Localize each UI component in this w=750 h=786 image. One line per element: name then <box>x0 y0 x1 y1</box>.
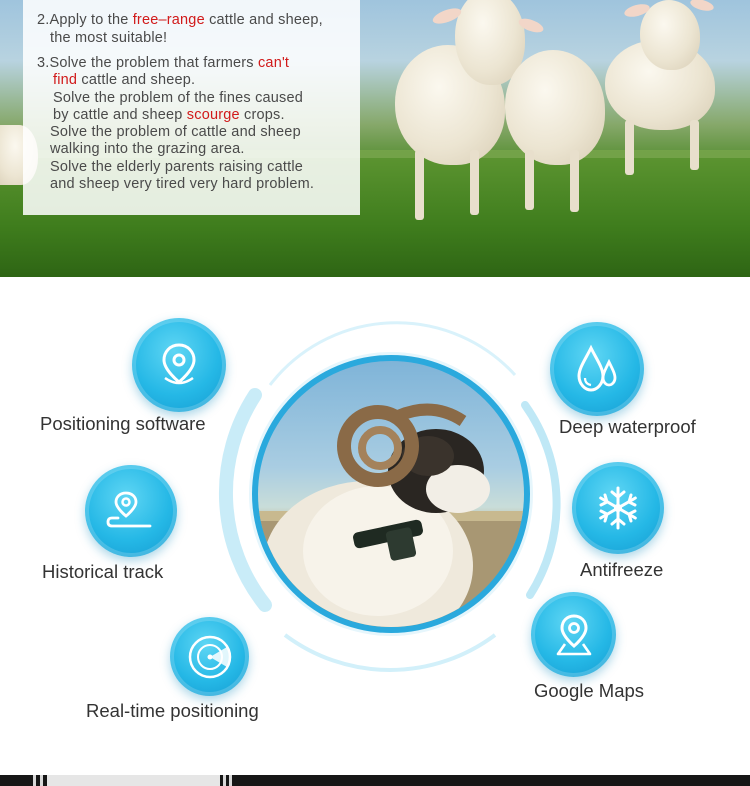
intro-line-elderly-1: Solve the elderly parents raising cattle <box>50 159 304 175</box>
realtime-positioning-icon-button[interactable] <box>170 617 249 696</box>
feature-label-historical-track: Historical track <box>42 561 164 582</box>
google-maps-icon-button[interactable] <box>531 592 616 677</box>
historical-track-icon-button[interactable] <box>85 465 177 557</box>
track-route-icon <box>106 491 156 531</box>
intro-line-scourge: by cattle and sheep scourge crops. <box>53 107 285 123</box>
location-pin-icon <box>159 342 199 388</box>
radar-icon <box>187 634 233 680</box>
snowflake-icon <box>594 484 642 532</box>
intro-item-3-line2: find cattle and sheep. <box>53 72 196 88</box>
intro-text-panel <box>23 0 360 215</box>
antifreeze-icon-button[interactable] <box>572 462 664 554</box>
intro-line-walking-1: Solve the problem of cattle and sheep <box>50 124 301 140</box>
intro-item-2-line2: the most suitable! <box>50 30 168 46</box>
promo-banner <box>0 0 750 277</box>
positioning-software-icon-button[interactable] <box>132 318 226 412</box>
center-sheep-photo <box>252 355 530 633</box>
map-pin-icon <box>551 612 597 658</box>
water-drops-icon <box>573 344 621 394</box>
feature-label-google-maps: Google Maps <box>534 680 645 701</box>
intro-item-3: 3.Solve the problem that farmers can't <box>37 55 290 71</box>
feature-label-positioning-software: Positioning software <box>40 413 206 434</box>
intro-item-2: 2.Apply to the free–range cattle and sheep, <box>37 12 323 28</box>
intro-line-elderly-2: and sheep very tired very hard problem. <box>50 176 315 192</box>
ram-illustration <box>258 361 524 627</box>
feature-label-deep-waterproof: Deep waterproof <box>559 416 696 437</box>
feature-label-antifreeze: Antifreeze <box>580 559 664 580</box>
intro-line-fines: Solve the problem of the fines caused <box>53 90 304 106</box>
bottom-image-strip <box>0 775 750 786</box>
intro-line-walking-2: walking into the grazing area. <box>50 141 245 157</box>
feature-label-realtime-positioning: Real-time positioning <box>86 700 259 721</box>
deep-waterproof-icon-button[interactable] <box>550 322 644 416</box>
